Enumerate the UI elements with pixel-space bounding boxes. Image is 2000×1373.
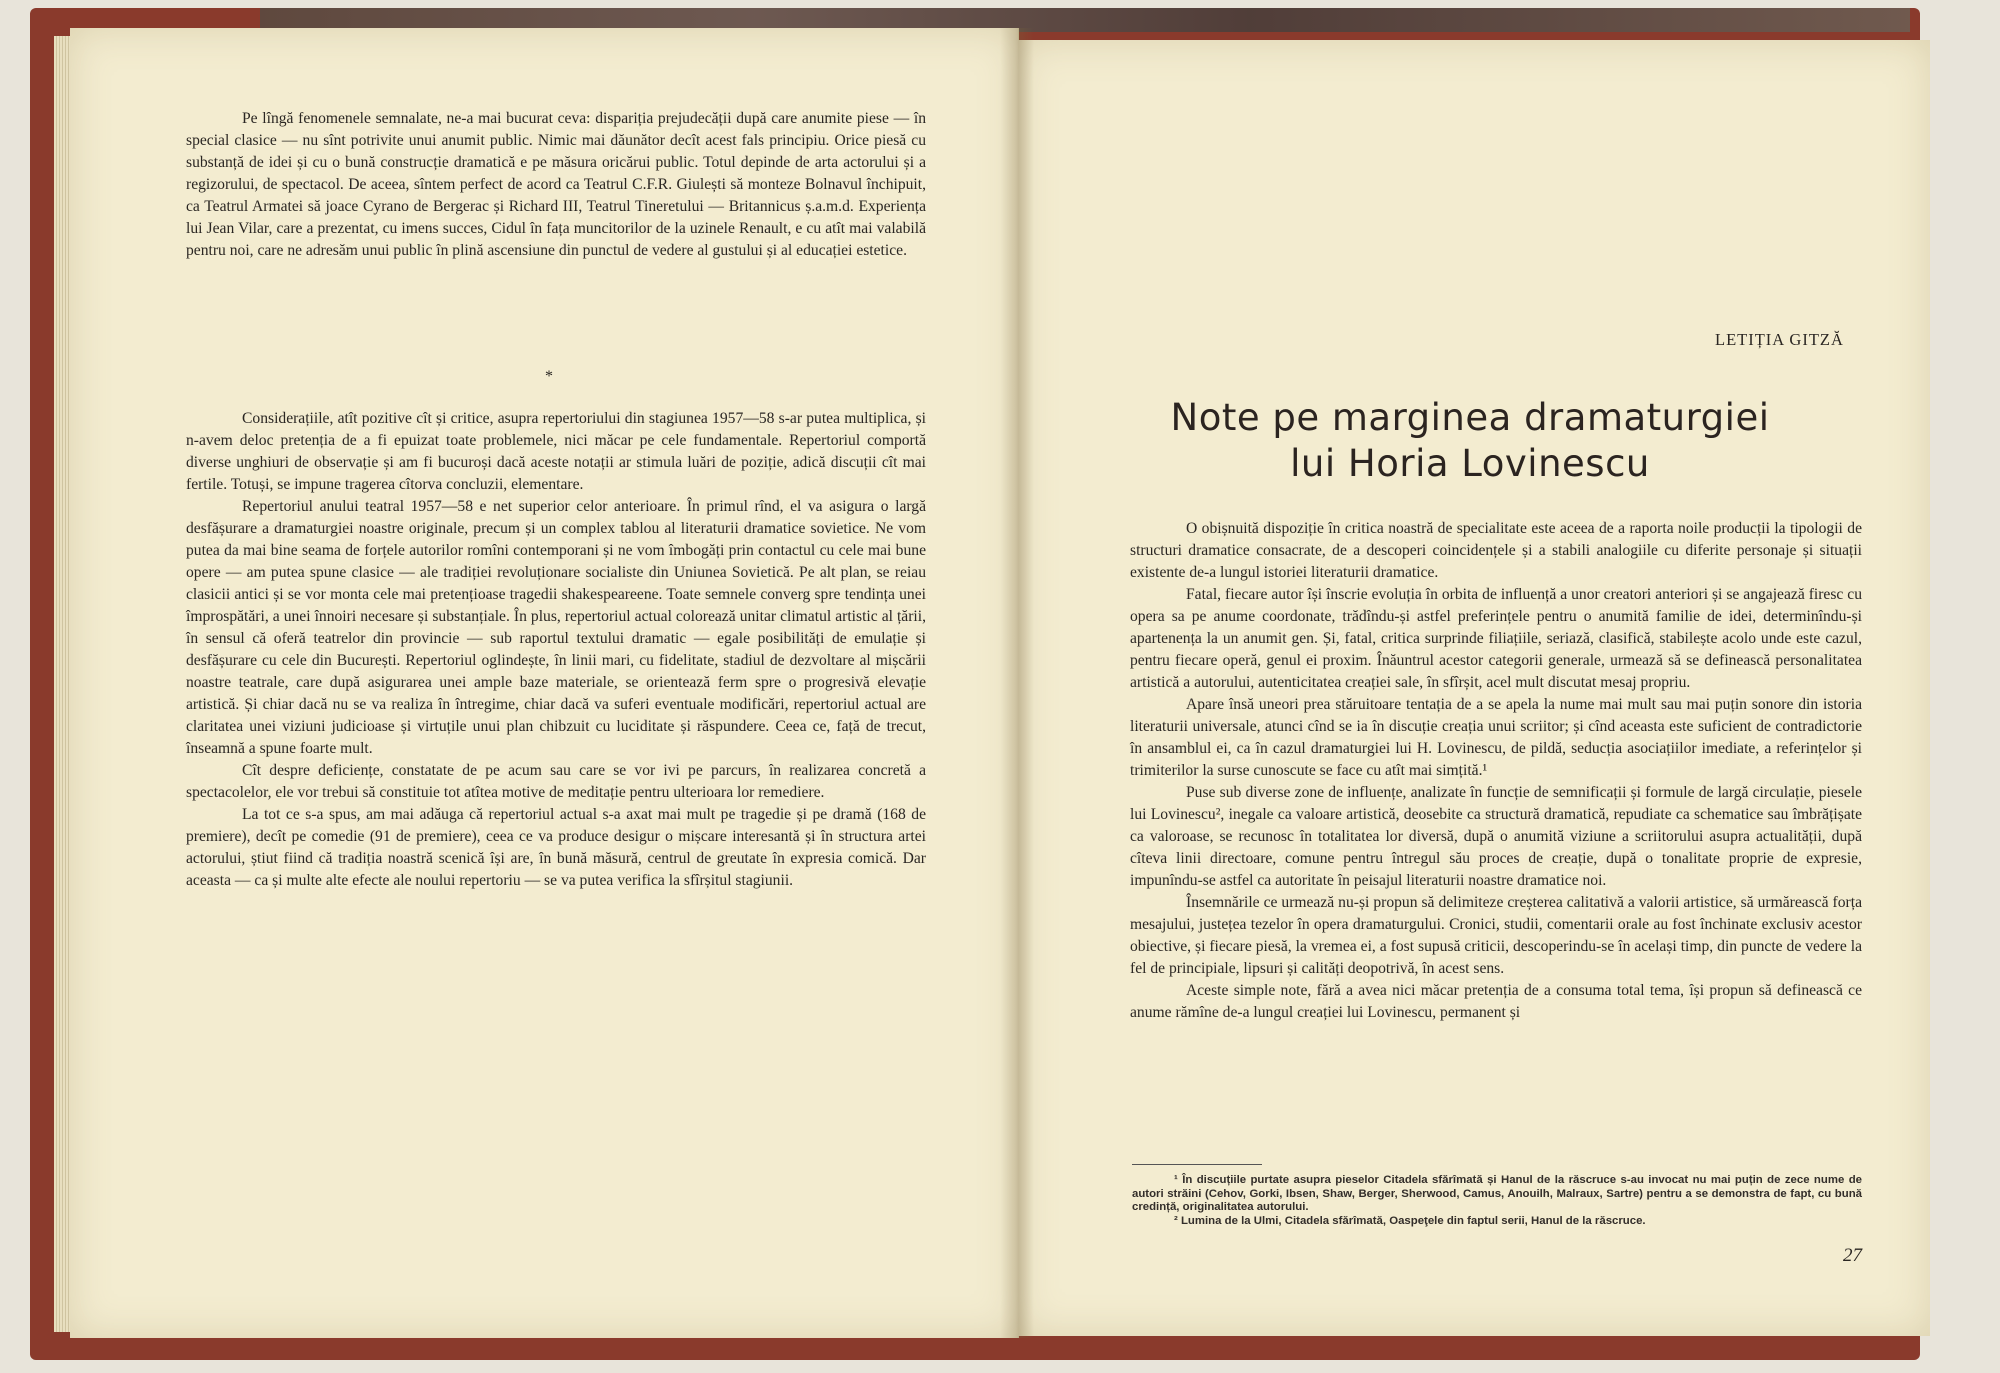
article-title-line-2: lui Horia Lovinescu — [1290, 442, 1650, 485]
footnote-rule — [1132, 1164, 1262, 1165]
left-text-block-1 — [186, 108, 926, 262]
article-title — [1150, 395, 1790, 487]
left-paragraph-1: Pe lîngă fenomenele semnalate, ne-a mai bucurat ceva: dispariția prejudecății după care anumite piese — în special clasice — nu sînt potrivite unui anumit public. Nimic mai dăunător decît acest fals principiu. Orice piesă cu substanță de idei și cu o bună construcție dramatică e pe măsura oricărui public. Totul depinde de arta actorului și a regizorului, de spectacol. De aceea, sîntem perfect de acord ca Teatrul C.F.R. Giulești să monteze Bolnavul închipuit, ca Teatrul Armatei să joace Cyrano de Bergerac și Richard III, Teatrul Tineretului — Britannicus ș.a.m.d. Experiența lui Jean Vilar, care a prezentat, cu imens succes, Cidul în fața muncitorilor de la uzinele Renault, e cu atît mai valabilă pentru noi, care ne adresăm unui public în plină ascensiune din punctul de vedere al gustului și al educației estetice. — [186, 110, 926, 259]
left-paragraph-4: Cît despre deficiențe, constatate de pe acum sau care se vor ivi pe parcurs, în realizarea concretă a spectacolelor, ele vor trebui să constituie tot atîtea motive de meditație pentru ulterioara lor remediere. — [186, 762, 926, 801]
right-text-block — [1130, 518, 1862, 1024]
footnotes — [1132, 1174, 1862, 1228]
section-separator: * — [545, 368, 553, 385]
right-paragraph-3: Apare însă uneori prea stăruitoare tentația de a se apela la nume mai mult sau mai puțin sonore din istoria literaturii universale, atunci cînd se ia în discuție creația unui scriitor; și cînd aceasta este suficient de contradictorie în ansamblul ei, ca în cazul dramaturgiei lui H. Lovinescu, de pildă, seducția asociațiilor imediate, a referințelor și trimiterilor la surse cunoscute se face cu atît mai simțită.¹ — [1130, 696, 1862, 779]
footnote-2: ² Lumina de la Ulmi, Citadela sfărîmată, Oaspeţele din faptul serii, Hanul de la răscruce. — [1174, 1214, 1646, 1227]
right-paragraph-2: Fatal, fiecare autor își înscrie evoluția în orbita de influență a unor creatori anteriori și se angajează firesc cu opera sa pe anume coordonate, trădîndu-și astfel preferințele pentru o anumită familie de idei, determinîndu-și apartenența la un anumit gen. Și, fatal, critica surprinde filiațiile, seriază, clasifică, stabilește acolo unde este cazul, pentru fiecare operă, genul ei proxim. Înăuntrul acestor categorii generale, urmează să se definească personalitatea artistică a autorului, autenticitatea creației sale, în sfîrșit, acel mult discutat mesaj propriu. — [1130, 586, 1862, 691]
right-paragraph-5: Însemnările ce urmează nu-și propun să delimiteze creșterea calitativă a valorii artistice, să urmărească forța mesajului, justețea tezelor în opera dramaturgului. Cronici, studii, comentarii orale au fost închinate exclusiv acestor obiective, și fiecare piesă, la vremea ei, a fost supusă criticii, descoperindu-se în același timp, din puncte de vedere la fel de principiale, lipsuri și calități deopotrivă, în acest sens. — [1130, 894, 1862, 977]
left-paragraph-5: La tot ce s-a spus, am mai adăuga că repertoriul actual s-a axat mai mult pe tragedie și pe dramă (168 de premiere), decît pe comedie (91 de premiere), ceea ce va produce desigur o mișcare interesantă și în structura artei actorului, știut fiind că tradiția noastră scenică își are, în bună măsură, centrul de greutate în expresia comică. Dar aceasta — ca și multe alte efecte ale noului repertoriu — se va putea verifica la sfîrșitul stagiunii. — [186, 806, 926, 889]
footnote-1: ¹ În discuțiile purtate asupra pieselor Citadela sfărîmată și Hanul de la răscruce s-au invocat nu mai puțin de zece nume de autori străini (Cehov, Gorki, Ibsen, Shaw, Berger, Sherwood, Camus, Anouilh, Malraux, Sartre) pentru a se demonstra de fapt, cu bună credință, originalitatea autorului. — [1132, 1174, 1862, 1213]
left-paragraph-2: Considerațiile, atît pozitive cît și critice, asupra repertoriului din stagiunea 1957—58 s-ar putea multiplica, și n-avem deloc pretenția de a fi epuizat toate problemele, nici măcar pe cele fundamentale. Repertoriul comportă diverse unghiuri de observație și am fi bucuroși dacă aceste notații ar stimula luări de poziție, adică discuții cît mai fertile. Totuși, se impune tragerea cîtorva concluzii, elementare. — [186, 410, 926, 493]
right-paragraph-6: Aceste simple note, fără a avea nici măcar pretenția de a consuma total tema, își propun să definească ce anume rămîne de-a lungul creației lui Lovinescu, permanent și — [1130, 982, 1862, 1021]
left-text-block-2 — [186, 408, 926, 892]
page-number: 27 — [1843, 1245, 1862, 1266]
right-paragraph-4: Puse sub diverse zone de influențe, analizate în funcție de semnificații și formule de largă circulație, piesele lui Lovinescu², inegale ca valoare artistică, deosebite ca structură dramatică, repudiate ca schematice sau îmbrățișate ca valoroase, se recunosc în totalitatea lor diversă, după o anumită viziune a scriitorului asupra actualității, după cîteva linii directoare, comune pentru întregul său proces de creație, după o tonalitate proprie de expresie, impunîndu-se astfel ca autoritate în peisajul literaturii noastre dramatice noi. — [1130, 784, 1862, 889]
article-title-line-1: Note pe marginea dramaturgiei — [1170, 396, 1770, 439]
book-gutter — [1000, 28, 1034, 1338]
article-author: LETIȚIA GITZĂ — [1715, 330, 1844, 349]
right-paragraph-1: O obișnuită dispoziție în critica noastră de specialitate este aceea de a raporta noile producții la tipologii de structuri dramatice consacrate, de a descoperi coincidențele și a stabili analogiile cu diferite personaje și situații existente de-a lungul istoriei literaturii dramatice. — [1130, 520, 1862, 581]
left-paragraph-3: Repertoriul anului teatral 1957—58 e net superior celor anterioare. În primul rînd, el va asigura o largă desfășurare a dramaturgiei noastre originale, precum și un complex tablou al literaturii dramatice sovietice. Ne vom putea da mai bine seama de forțele autorilor romîni contemporani și ne vom îmbogăți prin contactul cu cele mai bune opere — am putea spune clasice — ale tradiției revoluționare socialiste din Uniunea Sovietică. Pe alt plan, se reiau clasicii antici și se vor monta cele mai pretențioase tragedii shakespeareene. Toate semnele converg spre tendința unei împrospătări, a unei înnoiri necesare și substanțiale. În plus, repertoriul actual colorează unitar climatul artistic al țării, în sensul că oferă teatrelor din provincie — sub raportul textului dramatic — egale posibilități de emulație și desfășurare cu cele din București. Repertoriul oglindește, în linii mari, cu fidelitate, stadiul de dezvoltare al mișcării noastre teatrale, care după asigurarea unei ample baze materiale, se orientează ferm spre o progresivă elevație artistică. Și chiar dacă nu se va realiza în întregime, chiar dacă va suferi eventuale modificări, repertoriul actual are claritatea unei viziuni judicioase și virtuțile unui plan chibzuit cu luciditate și răspundere. Ceea ce, față de trecut, înseamnă a spune foarte mult. — [186, 498, 926, 757]
